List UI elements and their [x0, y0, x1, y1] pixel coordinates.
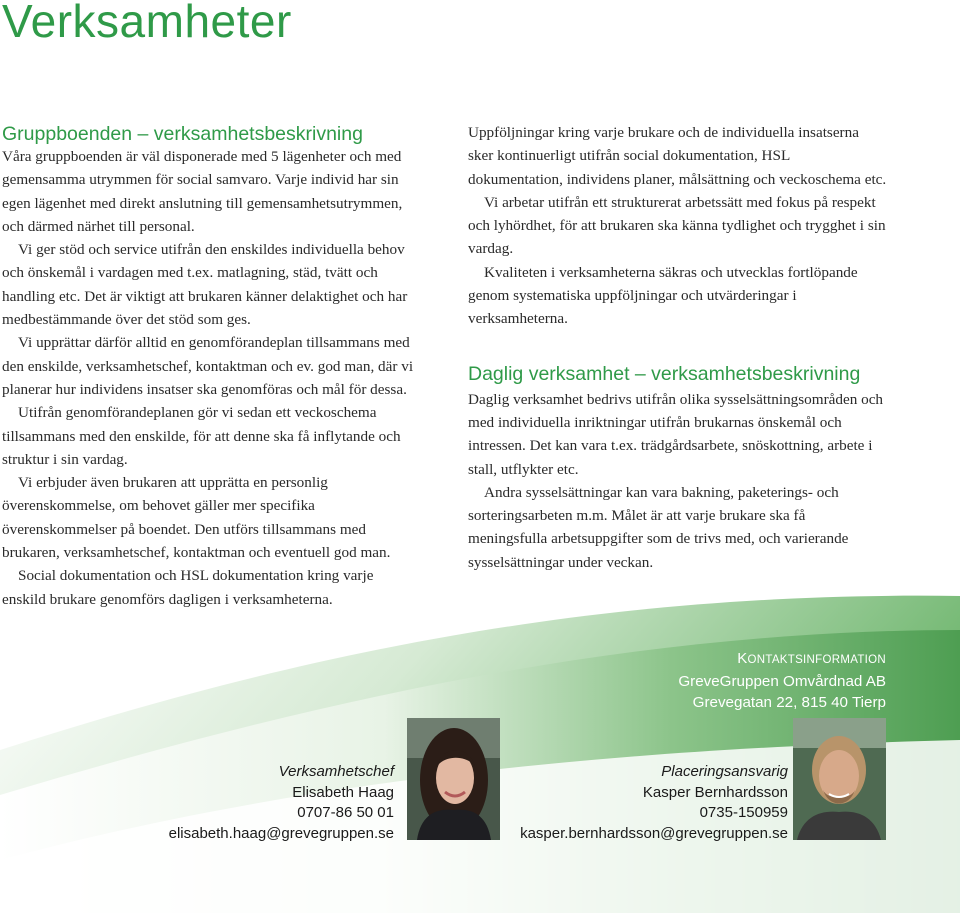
paragraph: Vi ger stöd och service utifrån den enskildes individuella behov och önskemål i vardagen med t.ex. matlagning, städ, tvätt och handling etc. Det är viktigt att brukaren känner delaktighet och har medbestämmande över det stöd som ges.: [2, 241, 408, 329]
paragraph: Social dokumentation och HSL dokumentation kring varje enskild brukare genomförs dagligen i verksamheterna.: [2, 567, 374, 608]
page-title: Verksamheter: [2, 0, 292, 47]
section-heading-daglig-verksamhet: Daglig verksamhet – verksamhetsbeskrivning: [468, 362, 861, 385]
paragraph: Daglig verksamhet bedrivs utifrån olika sysselsättningsområden och med individuella inriktningar utifrån brukarnas önskemål och intressen. Det kan vara t.ex. trädgårdsarbete, snöskottning, arbete i stall, utflykter etc.: [468, 390, 884, 478]
company-name: GreveGruppen Omvårdnad AB: [678, 673, 886, 690]
paragraph: Uppföljningar kring varje brukare och de individuella insatserna sker kontinuerligt utifrån social dokumentation, HSL dokumentation, individens planer, målsättning och veckoschema etc.: [468, 124, 887, 188]
contact-info: [678, 648, 886, 713]
person-phone[interactable]: 0735-150959: [699, 804, 788, 822]
left-column: [2, 121, 418, 611]
person-name: Kasper Bernhardsson: [642, 783, 788, 801]
paragraph: Utifrån genomförandeplanen gör vi sedan ett veckoschema tillsammans med den enskilde, för att denne ska få inflytande och struktur i sin vardag.: [2, 404, 401, 468]
person-role: Placeringsansvarig: [661, 763, 788, 780]
paragraph: Kvaliteten i verksamheterna säkras och utvecklas fortlöpande genom systematiska uppföljningar och utvärderingar i verksamheterna.: [468, 263, 858, 328]
paragraph: Vi upprättar därför alltid en genomförandeplan tillsammans med den enskilde, verksamhetschef, kontaktman och ev. god man, där vi planerar hur individens insatser ska genomföras och mål för dessa.: [2, 334, 414, 398]
person-role: Verksamhetschef: [278, 763, 394, 780]
portrait-photo-elisabeth: [407, 718, 500, 840]
contact-person-verksamhetschef: [169, 762, 394, 845]
right-column: [468, 121, 888, 574]
person-email[interactable]: elisabeth.haag@grevegruppen.se: [168, 825, 394, 843]
contact-person-placeringsansvarig: [520, 762, 788, 845]
person-name: Elisabeth Haag: [292, 783, 394, 801]
contact-label: KONTAKTSINFORMATION: [737, 650, 886, 667]
person-email[interactable]: kasper.bernhardsson@grevegruppen.se: [520, 825, 788, 843]
paragraph: Våra gruppboenden är väl disponerade med 5 lägenheter och med gemensamma utrymmen för social samvaro. Varje individ har sin egen lägenhet med direkt anslutning till gemensamhetsutrymmen, och därmed närhet till personal.: [2, 148, 403, 235]
portrait-photo-kasper: [793, 718, 886, 840]
paragraph: Andra sysselsättningar kan vara bakning, paketerings- och sorteringsarbeten m.m. Målet är att varje brukare ska få meningsfulla arbetsuppgifter som de trivs med, och varierande sysselsättningar under veckan.: [468, 483, 849, 571]
section-heading-gruppboenden: Gruppboenden – verksamhetsbeskrivning: [2, 123, 363, 145]
company-address: Grevegatan 22, 815 40 Tierp: [692, 694, 886, 711]
person-phone[interactable]: 0707-86 50 01: [297, 804, 394, 822]
paragraph: Vi arbetar utifrån ett strukturerat arbetssätt med fokus på respekt och lyhördhet, för att brukaren ska känna tydlighet och trygghet i sin vardag.: [468, 193, 886, 258]
paragraph: Vi erbjuder även brukaren att upprätta en personlig överenskommelse, om behovet gäller mer specifika överenskommelser på boendet. Den utförs tillsammans med brukaren, verksamhetschef, kontaktman och eventuell god man.: [2, 474, 391, 562]
